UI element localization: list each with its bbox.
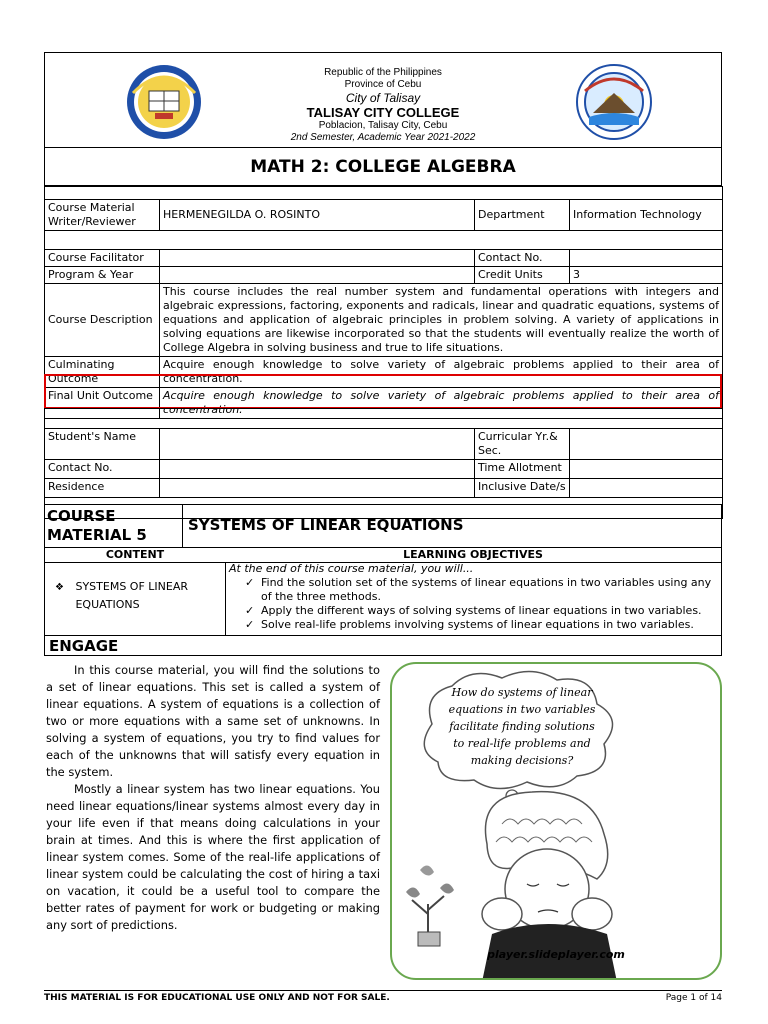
thought-bubble-text: How do systems of linear equations in two variables facilitate finding solutions to real-life problems and making decisions? [448,686,596,767]
writer-value: HERMENEGILDA O. ROSINTO [160,200,475,231]
inclusive-dates-field[interactable] [570,479,723,498]
objective-item [245,576,717,604]
description-label: Course Description [45,284,160,357]
engage-paragraph-1: In this course material, you will find the solutions to a set of linear equations. This set is called a system of linear equations. A system of equations is a collection of two or more equations with a same set of unknowns. In solving a system of equations, you try to find values for each of the unknowns that will satisfy every equation in the system. [46,663,380,779]
department-value: Information Technology [570,200,723,231]
column-divider [225,562,226,635]
inclusive-dates-label: Inclusive Date/s [475,479,570,498]
objective-text: Find the solution set of the systems of linear equations in two variables using any of the three methods. [261,576,712,603]
course-title: MATH 2: COLLEGE ALGEBRA [44,148,722,186]
header-semester: 2nd Semester, Academic Year 2021-2022 [290,132,476,143]
objective-text: Solve real-life problems involving systems of linear equations in two variables. [261,618,694,631]
culminating-label: Culminating Outcome [45,357,160,388]
credit-value: 3 [570,267,723,284]
student-contact-field[interactable] [160,460,475,479]
time-allotment-label: Time Allotment [475,460,570,479]
time-allotment-field[interactable] [570,460,723,479]
learning-objectives-header: LEARNING OBJECTIVES [403,548,543,561]
residence-field[interactable] [160,479,475,498]
check-icon: ✓ [245,618,255,631]
objectives-table-header [45,548,721,563]
contact-label: Contact No. [475,250,570,267]
writer-label: Course Material Writer/Reviewer [45,200,160,231]
student-name-field[interactable] [160,429,475,460]
course-material-header [44,504,722,548]
student-name-label: Student's Name [45,429,160,460]
content-item [55,578,220,614]
header-republic: Republic of the Philippines [324,67,442,78]
program-label: Program & Year [45,267,160,284]
facilitator-value [160,250,475,267]
curricular-label: Curricular Yr.& Sec. [475,429,570,460]
residence-label: Residence [45,479,160,498]
contact-value [570,250,723,267]
final-outcome-label: Final Unit Outcome [45,388,160,419]
document-header [44,52,722,148]
department-label: Department [475,200,570,231]
content-header: CONTENT [105,548,165,561]
content-item-text: SYSTEMS OF LINEAR EQUATIONS [75,580,188,611]
engage-heading: ENGAGE [44,636,722,656]
engage-paragraph-2: Mostly a linear system has two linear equations. You need linear equations/linear systems almost every day in your life even if that means doing calculations in your brain at times. And this is where the first application of linear system comes. Some of the real-life applications of linear system could be calculating the cost of hiring a taxi on vacation, it could be a useful tool to compare the better rates of payment for work or budgeting or making any sort of predictions. [46,782,380,932]
program-value [160,267,475,284]
header-address: Poblacion, Talisay City, Cebu [318,120,448,131]
page-number: Page 1 of 14 [665,993,722,1003]
page-footer [44,990,722,1003]
thinking-illustration [390,662,722,980]
header-province: Province of Cebu [344,79,422,90]
objectives-intro: At the end of this course material, you will... [229,562,474,575]
image-credit: player.slideplayer.com [487,948,625,961]
course-material-topic: SYSTEMS OF LINEAR EQUATIONS [188,516,464,534]
objective-item [245,618,717,632]
objectives-table [44,548,722,636]
student-contact-label: Contact No. [45,460,160,479]
header-divider [182,505,183,547]
header-city: City of Talisay [345,91,421,105]
header-college-name: TALISAY CITY COLLEGE [306,105,460,120]
student-info-table [44,408,723,519]
check-icon: ✓ [245,576,255,589]
course-material-number: COURSE MATERIAL 5 [47,507,147,544]
footer-notice: THIS MATERIAL IS FOR EDUCATIONAL USE ONLY AND NOT FOR SALE. [44,993,390,1003]
engage-body [46,662,380,934]
final-outcome-value: Acquire enough knowledge to solve variety of algebraic problems applied to their area of concentration. [160,388,723,419]
diamond-bullet-icon: ❖ [55,582,64,593]
facilitator-label: Course Facilitator [45,250,160,267]
credit-label: Credit Units [475,267,570,284]
culminating-value: Acquire enough knowledge to solve variety of algebraic problems applied to their area of concentration. [160,357,723,388]
city-seal-logo [575,63,653,141]
description-value: This course includes the real number system and fundamental operations with integers and algebraic expressions, factoring, exponents and radicals, linear and quadratic equations, systems of equations and application of algebraic principles in problem solving. A variety of applications in solving equations are likewise incorporated so that the students will eventually realize the worth of College Algebra in solving business and true to life situations. [160,284,723,357]
objective-text: Apply the different ways of solving systems of linear equations in two variables. [261,604,702,617]
course-info-table [44,186,723,419]
check-icon: ✓ [245,604,255,617]
curricular-field[interactable] [570,429,723,460]
objectives-list [229,562,717,632]
objective-item [245,604,717,618]
